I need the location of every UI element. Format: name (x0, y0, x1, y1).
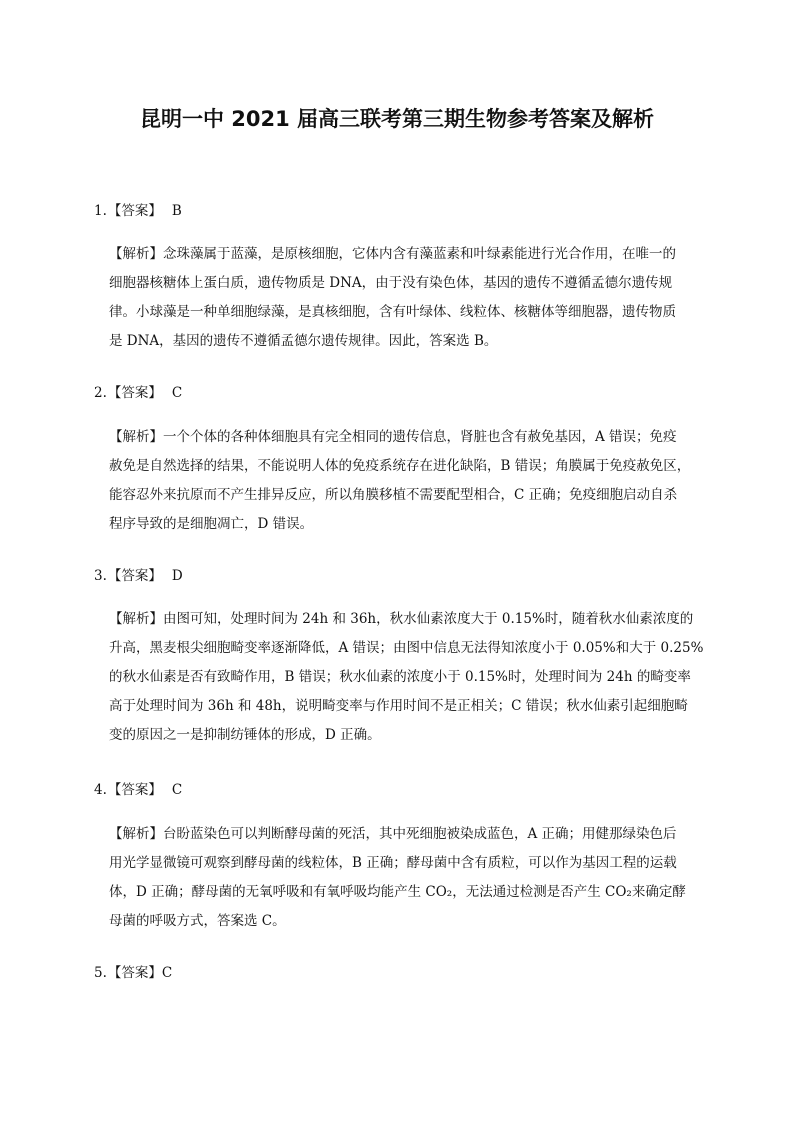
question-number: 2. (94, 385, 107, 401)
answer-line-4 (94, 781, 182, 799)
answer-label: 【答案】 (107, 965, 162, 981)
answer-line-1 (94, 202, 182, 220)
question-number: 3. (94, 568, 107, 584)
answer-value: C (161, 965, 173, 981)
question-number: 5. (94, 965, 107, 981)
explanation-line: 【解析】台盼蓝染色可以判断酵母菌的死活，其中死细胞被染成蓝色，A 正确；用健那绿染色后 (109, 826, 677, 842)
explanation-line: 【解析】由图可知，处理时间为 24h 和 36h，秋水仙素浓度大于 0.15%时，随着秋水仙素浓度的 (109, 611, 694, 627)
explanation-3 (109, 610, 709, 755)
answer-value: C (171, 385, 183, 401)
explanation-line: 高于处理时间为 36h 和 48h，说明畸变率与作用时间不是正相关；C 错误；秋水仙素引起细胞畸 (109, 698, 688, 714)
explanation-line: 【解析】一个个体的各种体细胞具有完全相同的遗传信息，肾脏也含有赦免基因，A 错误；免疫 (109, 429, 677, 445)
explanation-line: 是 DNA，基因的遗传不遵循孟德尔遗传规律。因此，答案选 B。 (109, 333, 498, 349)
explanation-line: 【解析】念珠藻属于蓝藻，是原核细胞，它体内含有藻蓝素和叶绿素能进行光合作用，在唯一的 (109, 246, 676, 262)
explanation-line: 的秋水仙素是否有致畸作用，B 错误；秋水仙素的浓度小于 0.15%时，处理时间为 24h 的畸变率 (109, 669, 691, 685)
explanation-line: 细胞器核糖体上蛋白质，遗传物质是 DNA，由于没有染色体，基因的遗传不遵循孟德尔遗传规 (109, 275, 673, 291)
answer-label: 【答案】 (107, 782, 162, 798)
explanation-line: 能容忍外来抗原而不产生排异反应，所以角膜移植不需要配型相合，C 正确；免疫细胞启动自杀 (109, 487, 678, 503)
explanation-2 (109, 428, 709, 544)
explanation-line: 用光学显微镜可观察到酵母菌的线粒体，B 正确；酵母菌中含有质粒，可以作为基因工程的运载 (109, 855, 677, 871)
explanation-line: 程序导致的是细胞凋亡，D 错误。 (109, 516, 314, 532)
answer-value: D (171, 568, 183, 584)
page-title: 昆明一中 2021 届高三联考第三期生物参考答案及解析 (139, 107, 655, 131)
answer-label: 【答案】 (107, 385, 162, 401)
answer-line-2 (94, 384, 182, 402)
question-number: 4. (94, 782, 107, 798)
explanation-4 (109, 825, 709, 941)
explanation-1 (109, 245, 709, 361)
answer-line-3 (94, 567, 183, 585)
explanation-line: 变的原因之一是抑制纺锤体的形成，D 正确。 (109, 727, 381, 743)
answer-value: C (171, 782, 183, 798)
explanation-line: 母菌的呼吸方式，答案选 C。 (109, 913, 286, 929)
answer-label: 【答案】 (107, 203, 162, 219)
explanation-line: 律。小球藻是一种单细胞绿藻，是真核细胞，含有叶绿体、线粒体、核糖体等细胞器，遗传物质 (109, 304, 676, 320)
explanation-line: 体，D 正确；酵母菌的无氧呼吸和有氧呼吸均能产生 CO₂，无法通过检测是否产生 CO₂来确定酵 (109, 884, 686, 900)
answer-label: 【答案】 (107, 568, 162, 584)
question-number: 1. (94, 203, 107, 219)
answer-line-5 (94, 964, 172, 982)
answer-value: B (171, 203, 182, 219)
explanation-line: 升高，黑麦根尖细胞畸变率逐渐降低，A 错误；由图中信息无法得知浓度小于 0.05%和大于 0.25% (109, 640, 704, 656)
explanation-line: 赦免是自然选择的结果，不能说明人体的免疫系统存在进化缺陷，B 错误；角膜属于免疫赦免区， (109, 458, 691, 474)
